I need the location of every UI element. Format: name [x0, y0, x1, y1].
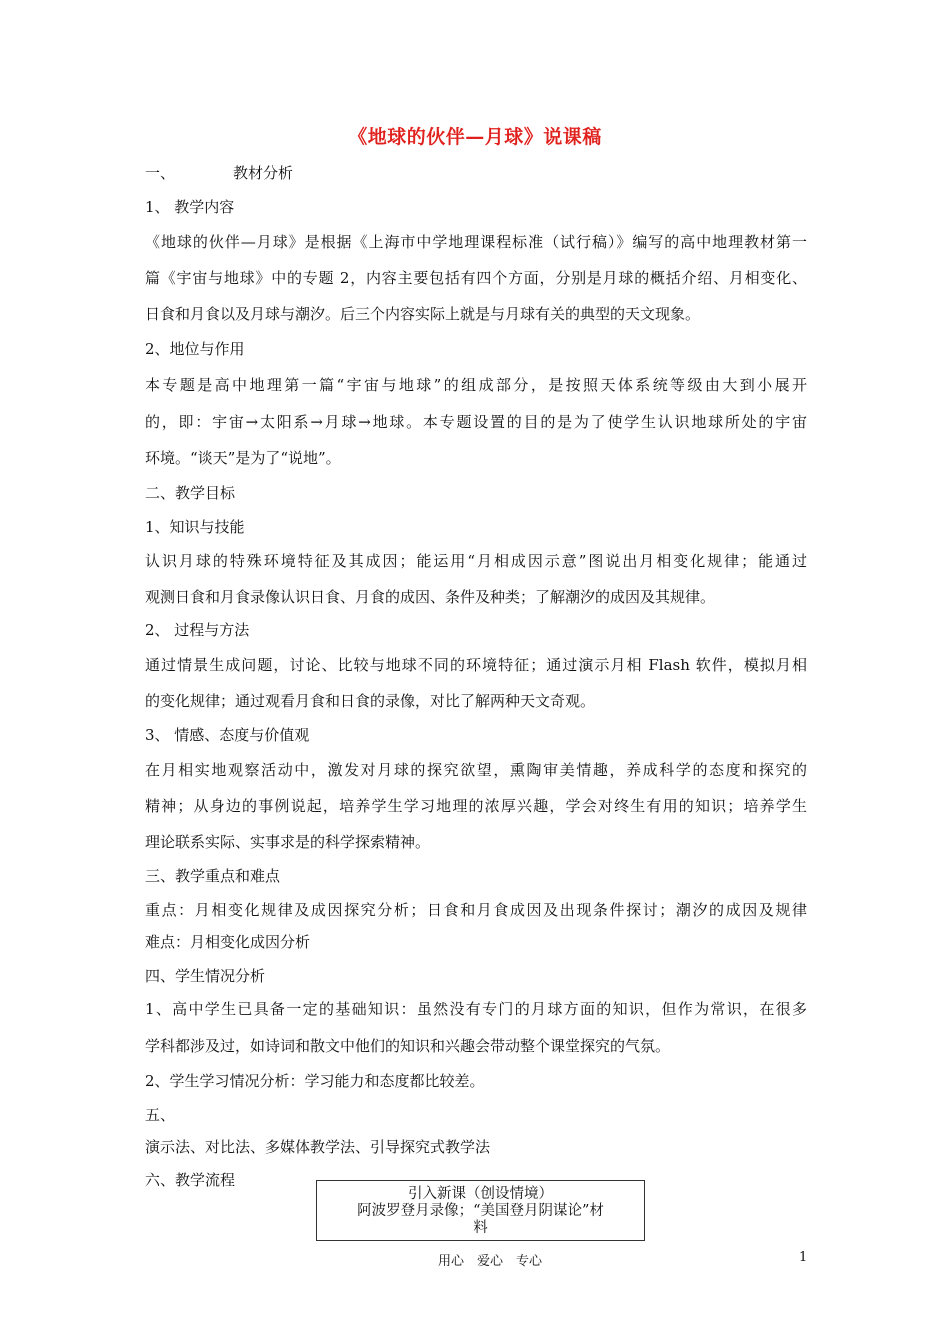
subheading: 2、地位与作用 — [145, 340, 245, 358]
document-title: 《地球的伙伴—月球》说课稿 — [348, 126, 602, 148]
section-number: 一、 — [145, 164, 176, 182]
subheading: 1、知识与技能 — [145, 518, 245, 536]
paragraph-line: 学科都涉及过，如诗词和散文中他们的知识和兴趣会带动整个课堂探究的气氛。 — [145, 1037, 671, 1055]
paragraph-line: 认识月球的特殊环境特征及其成因；能运用“月相成因示意”图说出月相变化规律；能通过 — [145, 552, 807, 570]
section-title: 教材分析 — [233, 164, 294, 182]
section-heading-2: 二、教学目标 — [145, 484, 236, 502]
paragraph-line: 的变化规律；通过观看月食和日食的录像，对比了解两种天文奇观。 — [145, 692, 596, 710]
paragraph-line: 环境。“谈天”是为了“说地”。 — [145, 449, 341, 467]
paragraph-line: 日食和月食以及月球与潮汐。后三个内容实际上就是与月球有关的典型的天文现象。 — [145, 305, 701, 323]
paragraph-line: 演示法、对比法、多媒体教学法、引导探究式教学法 — [145, 1138, 491, 1156]
flowchart-line: 料 — [473, 1220, 488, 1236]
paragraph-line: 的，即：宇宙→太阳系→月球→地球。本专题设置的目的是为了使学生认识地球所处的宇宙 — [145, 413, 807, 431]
section-heading-5: 五、 — [145, 1106, 176, 1124]
paragraph-line: 观测日食和月食录像认识日食、月食的成因、条件及种类；了解潮汐的成因及其规律。 — [145, 588, 716, 606]
subheading: 2、 过程与方法 — [145, 621, 250, 639]
paragraph-line: 1、高中学生已具备一定的基础知识：虽然没有专门的月球方面的知识，但作为常识，在很多 — [145, 1000, 807, 1018]
paragraph-line: 篇《宇宙与地球》中的专题 2，内容主要包括有四个方面，分别是月球的概括介绍、月相变化、 — [145, 269, 807, 287]
paragraph-line: 难点：月相变化成因分析 — [145, 933, 311, 951]
paragraph-line: 通过情景生成问题，讨论、比较与地球不同的环境特征；通过演示月相 Flash 软件，模拟月相 — [145, 656, 807, 674]
paragraph-line: 《地球的伙伴—月球》是根据《上海市中学地理课程标准（试行稿）》编写的高中地理教材第一 — [145, 233, 807, 251]
paragraph-line: 本专题是高中地理第一篇“宇宙与地球”的组成部分，是按照天体系统等级由大到小展开 — [145, 376, 807, 394]
section-heading-4: 四、学生情况分析 — [145, 967, 266, 985]
paragraph-line: 2、学生学习情况分析：学习能力和态度都比较差。 — [145, 1072, 485, 1090]
paragraph-line: 精神；从身边的事例说起，培养学生学习地理的浓厚兴趣，学会对终生有用的知识；培养学生 — [145, 797, 807, 815]
section-heading-3: 三、教学重点和难点 — [145, 867, 281, 885]
subheading: 3、 情感、态度与价值观 — [145, 726, 310, 744]
flowchart-line: 引入新课（创设情境） — [408, 1186, 553, 1202]
paragraph-line: 在月相实地观察活动中，激发对月球的探究欲望，熏陶审美情趣，养成科学的态度和探究的 — [145, 761, 807, 779]
footer-motto: 用心 爱心 专心 — [438, 1254, 543, 1269]
subheading: 1、 教学内容 — [145, 198, 235, 216]
page-number: 1 — [799, 1250, 808, 1265]
section-heading-1 — [145, 163, 807, 183]
paragraph-line: 重点：月相变化规律及成因探究分析；日食和月食成因及出现条件探讨；潮汐的成因及规律 — [145, 901, 807, 919]
section-heading-6: 六、教学流程 — [145, 1171, 236, 1189]
flowchart-line: 阿波罗登月录像；“美国登月阴谋论”材 — [357, 1203, 604, 1219]
paragraph-line: 理论联系实际、实事求是的科学探索精神。 — [145, 833, 431, 851]
flowchart-box — [316, 1180, 645, 1241]
